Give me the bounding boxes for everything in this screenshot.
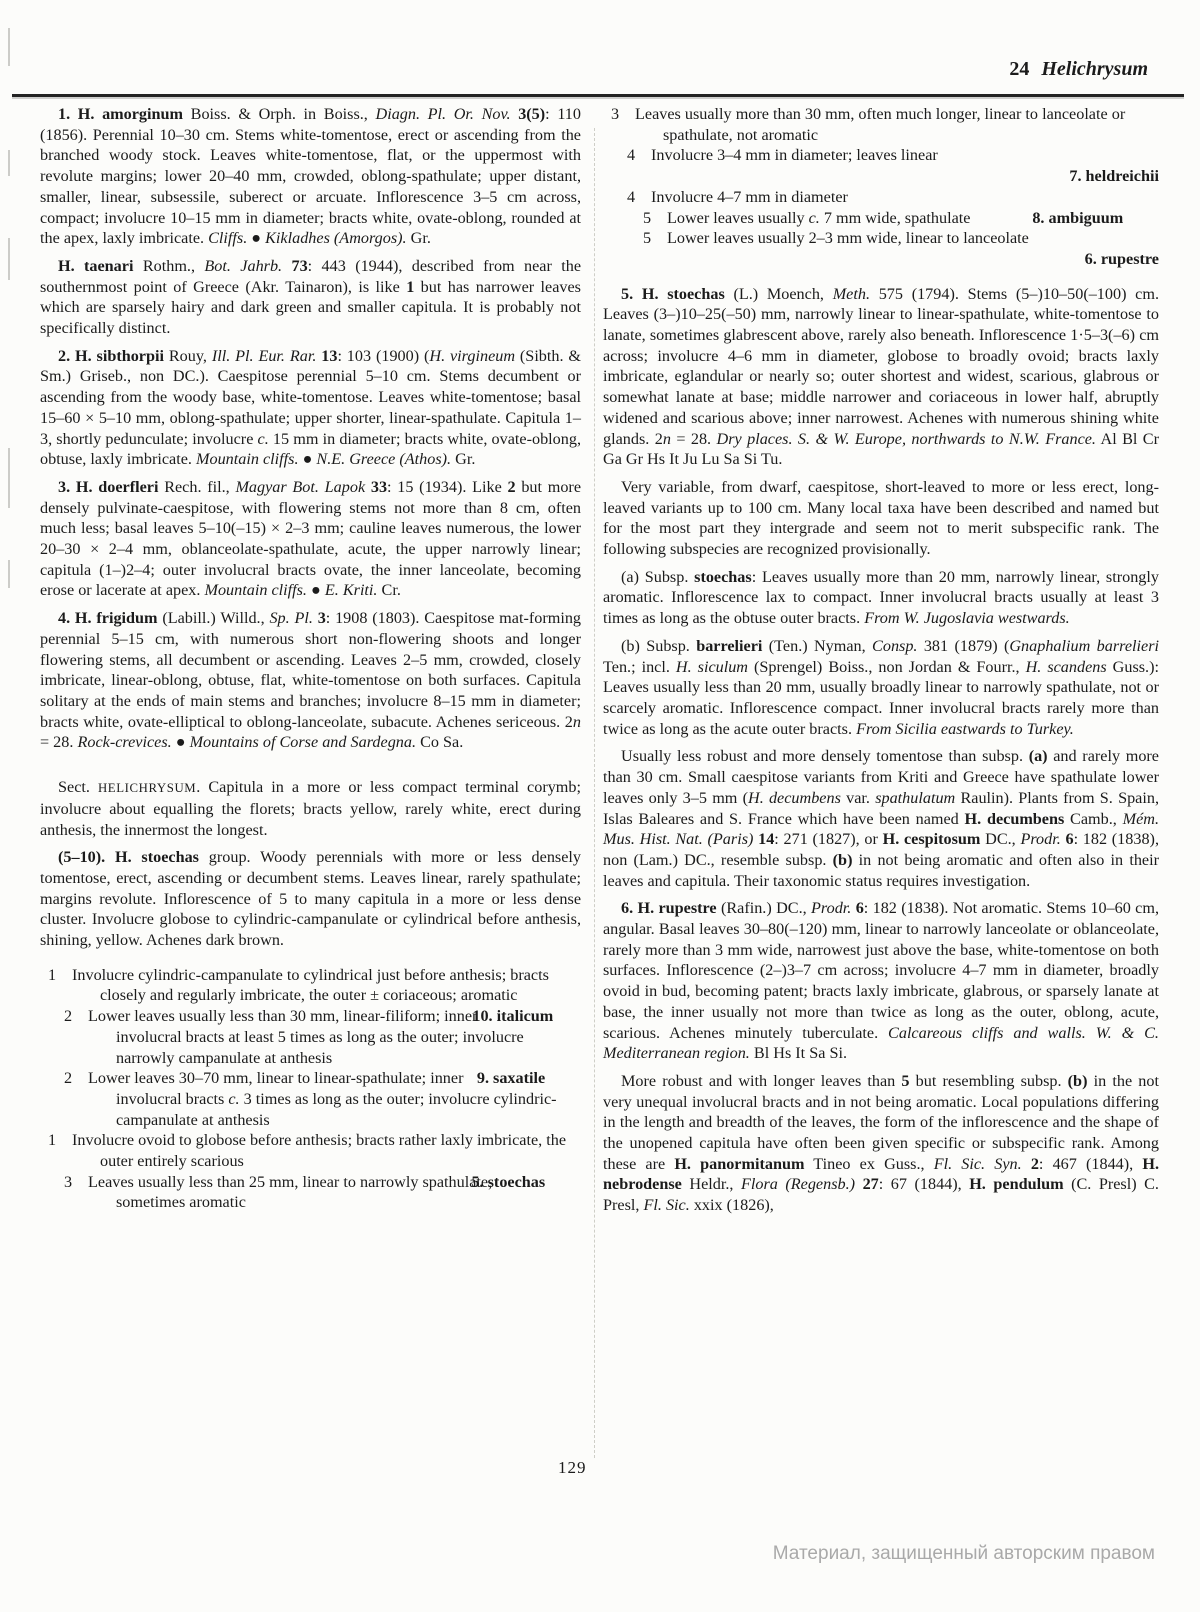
left-column xyxy=(40,104,581,1213)
text-run: xxix (1826), xyxy=(689,1196,774,1215)
bold-text: (a) xyxy=(1028,747,1048,766)
key-result-taxon: 10. italicum xyxy=(472,1007,554,1026)
bold-text: H. decumbens xyxy=(964,809,1065,828)
italic-text: c. xyxy=(257,429,269,448)
taxon-paragraph xyxy=(40,777,581,840)
text-run: = 28. xyxy=(670,429,717,448)
bold-text: 1. H. amorginum xyxy=(58,105,191,123)
scan-artifact xyxy=(8,560,10,588)
italic-text: Gnaphalium barrelieri xyxy=(1009,636,1159,655)
bold-text: 3 xyxy=(317,609,326,628)
bold-text: H. panormitanum xyxy=(674,1154,805,1173)
taxon-paragraph xyxy=(603,636,1159,740)
key-couplet-item xyxy=(603,228,1159,249)
bold-text: stoechas xyxy=(694,567,752,586)
text-run: . Capitula in a more or less compact terminal corymb; involucre about equalling the florets; bracts yellow, rarely white, erect during anthesis, the innermost the longest. xyxy=(40,778,581,839)
italic-text: From Sicilia eastwards to Turkey. xyxy=(856,719,1074,738)
taxon-paragraph xyxy=(40,477,581,601)
bold-text: 14 xyxy=(758,830,775,849)
italic-text: Magyar Bot. Lapok xyxy=(235,477,371,496)
text-run: (Ten.) Nyman, xyxy=(768,636,873,655)
key-couplet-number: 3 xyxy=(64,1172,73,1191)
text-run: Leaves usually less than 25 mm, linear to narrowly spathulate, sometimes aromatic xyxy=(88,1172,493,1212)
taxon-paragraph xyxy=(40,104,581,249)
text-run: : 103 (1900) ( xyxy=(337,346,430,365)
bold-text: 6. H. rupestre xyxy=(621,899,721,918)
key-couplet-item xyxy=(40,1172,581,1213)
italic-text: N.E. Greece (Athos). xyxy=(316,450,452,469)
text-run: and rarely more than 30 cm. Small caespitose variants from Kriti and Greece have spathulate lower leaves only 3–5 mm ( xyxy=(603,747,1159,807)
scan-artifact xyxy=(8,28,10,66)
bold-text: 2 xyxy=(507,477,516,496)
bold-text: 2. H. sibthorpii xyxy=(58,346,169,365)
text-run: in the not very unequal involucral bracts and in not being aromatic. Local populations differing in the length and breadth of the leaves, the form of the inflorescence and the shape of the unopened capitula have often been given specific or subspecific rank. Among these are xyxy=(603,1071,1159,1173)
text-run: Gr. xyxy=(451,450,476,469)
taxon-paragraph xyxy=(603,746,1159,891)
running-header xyxy=(1009,58,1148,81)
bold-text: barrelieri xyxy=(696,636,769,655)
text-run: (Sprengel) Boiss., non Jordan & Fourr., xyxy=(754,657,1026,676)
text-run: DC., xyxy=(980,830,1021,849)
text-run: : 15 (1934). Like xyxy=(387,477,508,496)
text-run: Gr. xyxy=(406,229,431,248)
bold-text: 5. H. stoechas xyxy=(621,284,734,303)
key-couplet-number: 1 xyxy=(48,1131,57,1150)
bold-text: 73 xyxy=(291,256,308,275)
genus-name: Helichrysum xyxy=(1041,58,1148,80)
italic-text: Fl. Sic. Syn. xyxy=(933,1154,1031,1173)
text-run: ● xyxy=(171,733,190,752)
text-run: = 28. xyxy=(40,733,78,752)
italic-text: Meth. xyxy=(832,284,879,303)
key-couplet-item xyxy=(603,187,1159,208)
italic-text: E. Kriti. xyxy=(324,581,378,600)
text-run: Rouy, xyxy=(168,346,212,365)
key-couplet-item xyxy=(40,965,581,1006)
text-run: (b) Subsp. xyxy=(621,636,697,655)
text-run: Rothm., xyxy=(142,256,205,275)
text-run: (Rafin.) DC., xyxy=(720,899,812,918)
key-couplet-number: 2 xyxy=(64,1007,73,1026)
italic-text: Sp. Pl. xyxy=(269,609,318,628)
bold-text: 5 xyxy=(901,1071,910,1090)
text-run: Ten.; incl. xyxy=(603,657,676,676)
text-run: in not being aromatic and often also in their leaves and capitula. Their taxonomic status requires investigation. xyxy=(603,850,1160,890)
bold-text: H. taenari xyxy=(58,256,143,275)
text-run: Rech. fil., xyxy=(164,477,236,496)
key-couplet-number: 4 xyxy=(627,146,636,165)
key-couplet-number: 5 xyxy=(643,229,652,248)
text-run: : 271 (1827), or xyxy=(774,830,883,849)
italic-text: Calcareous cliffs and walls. W. & C. Mediterranean region. xyxy=(603,1023,1159,1063)
key-couplet-item xyxy=(603,208,1159,229)
text-run: Very variable, from dwarf, caespitose, short-leaved to more or less erect, long-leaved variants up to 100 cm. Many local taxa have been described and named but for the most part they intergrade and seem not to merit subspecific rank. The following subspecies are recognized provisionally. xyxy=(603,477,1159,559)
italic-text: From W. Jugoslavia westwards. xyxy=(864,609,1070,628)
copyright-watermark: Материал, защищенный авторским правом xyxy=(772,1543,1155,1564)
text-run: 3 times as long as the outer; involucre cylindric-campanulate at anthesis xyxy=(116,1089,557,1129)
text-run: 381 (1879) ( xyxy=(923,636,1010,655)
text-run: Lower leaves usually xyxy=(667,208,809,227)
text-run: Lower leaves usually less than 30 mm, linear-filiform; inner involucral bracts at least 5 times as long as the outer; involucre narrowly campanulate at anthesis xyxy=(88,1007,524,1067)
bold-text: H. nebrodense xyxy=(603,1154,1159,1194)
text-run: : 110 (1856). Perennial 10–30 cm. Stems white-tomentose, erect or ascending from the branched woody stock. Leaves white-tomentose, flat, or the uppermost with revolute margins; lower 20–40 mm, crowded, oblong-spathulate; upper distant, smaller, linear, subsessile, suberect or arcuate. Inflorescence 3–5 cm across, compact; involucre 10–15 mm in diameter; bracts white, ovate-oblong, rounded at the apex, laxly imbricate. xyxy=(40,105,581,248)
italic-text: Dry places. S. & W. Europe, northwards to N.W. France. xyxy=(716,429,1096,448)
taxon-paragraph xyxy=(40,346,581,470)
text-run: Usually less robust and more densely tomentose than subsp. xyxy=(621,747,1029,766)
bold-text: 2 xyxy=(1030,1154,1039,1173)
text-run: Heldr., xyxy=(681,1175,741,1194)
bold-text: 6 xyxy=(855,899,864,918)
text-run: Involucre ovoid to globose before anthesis; bracts rather laxly imbricate, the outer entirely scarious xyxy=(72,1131,567,1171)
key-couplet-number: 2 xyxy=(64,1069,73,1088)
italic-text: Consp. xyxy=(872,636,924,655)
text-run: Leaves usually more than 30 mm, often much longer, linear to lanceolate or spathulate, not aromatic xyxy=(635,105,1126,144)
text-run: Tineo ex Guss., xyxy=(804,1154,934,1173)
taxon-paragraph xyxy=(603,1071,1159,1216)
text-run: Involucre 3–4 mm in diameter; leaves linear xyxy=(651,146,938,165)
key-result-taxon: 7. heldreichii xyxy=(1069,167,1159,186)
text-run: but more densely pulvinate-caespitose, with flowering stems not more than 8 cm, often much less; basal leaves 5–10(–15) × 2–3 mm; cauline leaves numerous, the lower 20–30 × 2–4 mm, oblanceolate-spathulate, acute, the upper narrowly linear; capitula (1–)2–4; outer involucral bracts ovate, the inner lanceolate, becoming erose or lacerate at apex. xyxy=(40,477,582,600)
key-result-taxon: 5. stoechas xyxy=(471,1172,546,1191)
bold-text: 3. H. doerfleri xyxy=(58,477,165,496)
text-run: 575 (1794). Stems (5–)10–50(–100) cm. Leaves (3–)10–25(–50) mm, narrowly linear to linear-spathulate, white-tomentose to lanate, sometimes glabrescent above, rarely also beneath. Inflorescence 1·5–3(–6) cm across; involucre 4–6 mm in diameter, globose to broadly ovoid; bracts laxly imbricate, eglandular or nearly so; outer shortest and widest, scarious, glabrous or somewhat lanate at base; middle narrower and coriaceous in lower half, abruptly widened and scarious above; inner narrowest. Achenes with numerous shining white glands. 2 xyxy=(603,284,1160,448)
italic-text: Mountain cliffs. xyxy=(196,450,299,469)
text-run: : 67 (1844), xyxy=(878,1175,970,1194)
scan-artifact xyxy=(8,238,10,280)
right-column xyxy=(603,104,1159,1223)
bold-text: 1 xyxy=(406,277,415,296)
text-run: : 467 (1844), xyxy=(1038,1154,1143,1173)
italic-text: H. decumbens xyxy=(748,788,841,807)
page-number: 129 xyxy=(558,1458,587,1477)
bold-text: 6 xyxy=(1065,830,1074,849)
text-run: : 182 (1838). Not aromatic. Stems 10–60 cm, angular. Basal leaves 30–80(–120) mm, linear to narrowly lanceolate or oblanceolate, rarely more than 3 mm wide, narrowest just above the base, white-tomentose on both surfaces. Inflorescence (2–)3–7 cm across; involucre 4–7 mm in diameter, broadly ovoid in bud, becoming patent; bracts laxly imbricate, glabrous, or sparsely lanate at base, the inner usually not more than twice as long as the outer, oblong, acute, scarious. Achenes minutely tuberculate. xyxy=(603,899,1159,1042)
bold-text: (b) xyxy=(832,850,853,869)
text-run: Camb., xyxy=(1064,809,1123,828)
key-couplet-number: 5 xyxy=(643,208,652,227)
italic-text: Diagn. Pl. Or. Nov. xyxy=(375,105,519,123)
italic-text: Ill. Pl. Eur. Rar. xyxy=(211,346,322,365)
italic-text: H. virgineum xyxy=(429,346,516,365)
taxon-paragraph xyxy=(603,567,1159,629)
text-run: (C. Presl) C. Presl, xyxy=(603,1175,1159,1215)
italic-text: Kikladhes (Amorgos). xyxy=(265,229,407,248)
text-run: ● xyxy=(298,450,317,469)
text-run: Lower leaves usually 2–3 mm wide, linear to lanceolate xyxy=(667,229,1029,248)
italic-text: Flora (Regensb.) xyxy=(740,1175,863,1194)
text-run: More robust and with longer leaves than xyxy=(621,1071,902,1090)
scan-artifact xyxy=(8,150,10,176)
key-couplet-item xyxy=(40,1068,581,1130)
text-run: 7 mm wide, spathulate xyxy=(819,208,971,227)
italic-text: Cliffs. xyxy=(208,229,248,248)
italic-text: Mountains of Corse and Sardegna. xyxy=(189,733,417,752)
text-run: Involucre 4–7 mm in diameter xyxy=(651,187,848,206)
italic-text: c. xyxy=(808,208,820,227)
text-run: (L.) Moench, xyxy=(733,284,833,303)
bold-text: 27 xyxy=(862,1175,879,1194)
taxon-paragraph xyxy=(603,284,1159,470)
bold-text: H. pendulum xyxy=(969,1175,1064,1194)
italic-text: Rock-crevices. xyxy=(77,733,172,752)
taxon-paragraph xyxy=(40,608,581,753)
text-run: (Labill.) Willd., xyxy=(162,609,270,628)
key-couplet-number: 4 xyxy=(627,187,636,206)
bold-text: 13 xyxy=(321,346,338,365)
text-run: : 443 (1944), described from near the southernmost point of Greece (Akr. Tainaron), is like xyxy=(40,256,582,296)
bold-text: 3(5) xyxy=(518,105,546,123)
text-run: Co Sa. xyxy=(416,733,464,752)
text-run: HELICHRYSUM xyxy=(97,781,197,796)
italic-text: Prodr. xyxy=(1020,830,1066,849)
text-run: Cr. xyxy=(377,581,401,600)
bold-text: (5–10). H. stoechas xyxy=(58,848,209,867)
scan-artifact xyxy=(8,448,10,508)
text-run: Guss.): Leaves usually less than 20 mm, usually broadly linear to narrowly spathulate, not or scarcely aromatic. Inflorescence compact. Inner involucral bracts rarely more than twice as long as the acute outer bracts. xyxy=(603,657,1159,738)
taxon-paragraph xyxy=(603,477,1159,560)
text-run: : 1908 (1803). Caespitose mat-forming perennial 5–15 cm, with numerous short non-flowering shoots and longer flowering stems, all decumbent or ascending. Leaves 2–5 mm, crowded, closely imbricate, linear-oblong, obtuse, flat, white-tomentose on both surfaces. Capitula solitary at the ends of main stems and branches; involucre 8–15 mm in diameter; bracts white, ovate-elliptical to oblong-lanceolate, subacute. Achenes sericeous. 2 xyxy=(40,609,582,731)
bold-text: 33 xyxy=(370,477,388,496)
bold-text: H. cespitosum xyxy=(882,830,981,849)
bold-text: (b) xyxy=(1067,1071,1088,1090)
key-couplet-item xyxy=(40,1130,581,1171)
bold-text: 4. H. frigidum xyxy=(58,609,163,628)
key-result-taxon: 8. ambiguum xyxy=(1032,208,1124,227)
text-run: : Leaves usually more than 20 mm, narrowly linear, strongly aromatic. Inflorescence lax to compact. Inner involucral bracts usually at least 3 times as long as the obtuse outer bracts. xyxy=(603,567,1159,628)
key-result-taxon: 6. rupestre xyxy=(1084,249,1159,268)
text-run: ● xyxy=(306,581,325,600)
key-couplet-number: 3 xyxy=(611,105,620,123)
taxon-paragraph xyxy=(40,256,581,339)
text-run: but resembling subsp. xyxy=(909,1071,1068,1090)
italic-text: Bot. Jahrb. xyxy=(204,256,292,275)
text-run: Bl Hs It Sa Si. xyxy=(749,1044,848,1063)
text-run: 15 mm in diameter; bracts white, ovate-oblong, obtuse, laxly imbricate. xyxy=(40,429,582,469)
text-run: Involucre cylindric-campanulate to cylindrical just before anthesis; bracts closely and regularly imbricate, the outer ± coriaceous; aromatic xyxy=(72,965,549,1005)
text-run: var. xyxy=(840,788,876,807)
column-divider xyxy=(594,128,595,1458)
taxon-paragraph xyxy=(603,898,1159,1064)
key-couplet-item xyxy=(603,104,1159,145)
text-run: (a) Subsp. xyxy=(621,567,695,586)
key-couplet-item xyxy=(603,145,1159,166)
text-run: but has narrower leaves which are sparsely hairy and dark green and smaller capitula. It is probably not specifically distinct. xyxy=(40,277,581,338)
text-run: Sect. xyxy=(58,778,98,797)
italic-text: Mountain cliffs. xyxy=(204,581,307,600)
taxon-paragraph xyxy=(40,847,581,951)
text-run: ● xyxy=(247,229,266,248)
italic-text: Mém. Mus. Hist. Nat. (Paris) xyxy=(603,809,1159,849)
italic-text: Fl. Sic. xyxy=(643,1196,690,1215)
text-run: (Sibth. & Sm.) Griseb., non DC.). Caespitose perennial 5–10 cm. Stems decumbent or ascending from the woody base, white-tomentose. Leaves white-tomentose; basal 15–60 × 5–10 mm, oblong-spathulate; upper shorter, linear-spathulate. Capitula 1–3, shortly pedunculate; involucre xyxy=(40,346,582,448)
italic-text: n xyxy=(572,712,581,731)
text-run: Raulin). Plants from S. Spain, Islas Baleares and S. France which have been named xyxy=(603,788,1159,828)
text-run: Lower leaves 30–70 mm, linear to linear-spathulate; inner involucral bracts xyxy=(88,1069,464,1108)
italic-text: H. scandens xyxy=(1025,657,1113,676)
key-couplet-number: 1 xyxy=(48,965,57,984)
header-rule xyxy=(12,94,1184,97)
text-run: Boiss. & Orph. in Boiss., xyxy=(190,105,376,123)
italic-text: H. siculum xyxy=(675,657,754,676)
text-run: Al Bl Cr Ga Gr Hs It Ju Lu Sa Si Tu. xyxy=(603,429,1159,469)
text-run: group. Woody perennials with more or less densely tomentose, erect, ascending or decumbent stems. Leaves linear, rarely spathulate; margins revolute. Inflorescence of 5 to many capitula in a more or less dense cluster. Involucre globose to cylindric-campanulate or cylindrical before anthesis, shining, yellow. Achenes dark brown. xyxy=(40,848,581,950)
key-couplet-item xyxy=(40,1006,581,1068)
italic-text: c. xyxy=(228,1089,240,1108)
italic-text: n xyxy=(662,429,671,448)
italic-text: spathulatum xyxy=(875,788,956,807)
key-result-taxon: 9. saxatile xyxy=(476,1069,546,1088)
text-run: : 182 (1838), non (Lam.) DC., resemble subsp. xyxy=(603,830,1159,869)
italic-text: Prodr. xyxy=(811,899,856,918)
genus-number: 24 xyxy=(1009,58,1030,80)
